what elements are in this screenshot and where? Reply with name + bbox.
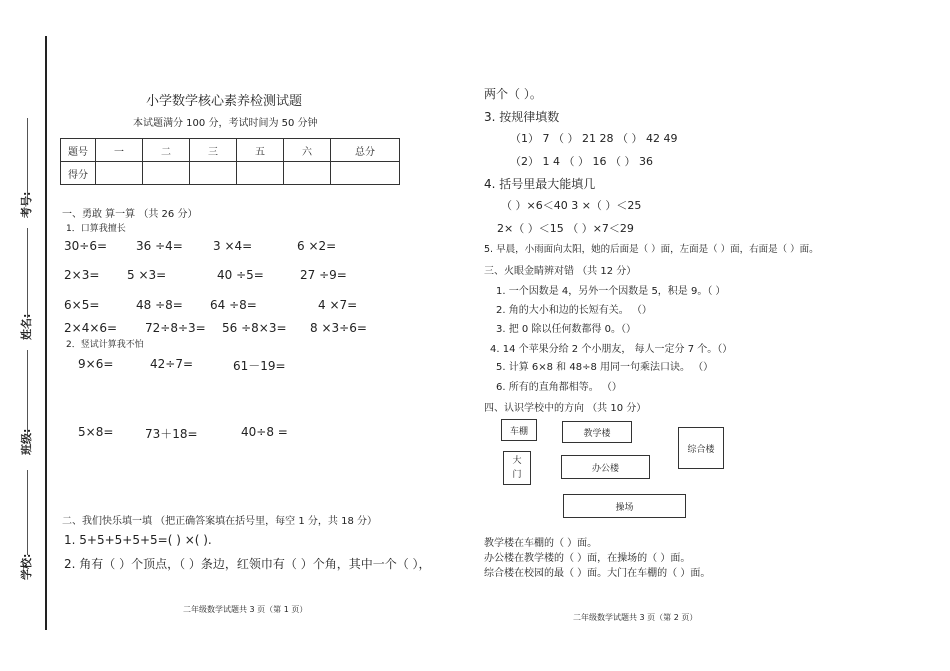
judge-6: 6. 所有的直角都相等。 （） (496, 382, 622, 393)
xingming-label: 姓名: (20, 313, 33, 340)
footer-page2: 二年级数学试题共 3 页（第 2 页） (573, 613, 698, 622)
score-row-label: 得分 (61, 162, 96, 185)
banji-line (27, 350, 28, 435)
exam-title: 小学数学核心素养检测试题 (146, 94, 303, 109)
continued-text: 两个（ ）。 (484, 87, 542, 101)
exam-subtitle: 本试题满分 100 分，考试时间为 50 分钟 (133, 118, 318, 129)
map-caochang: 操场 (563, 494, 686, 518)
oral-item: 64 ÷8= (210, 298, 257, 312)
map-bangong: 办公楼 (561, 455, 650, 479)
banji-label: 班级: (20, 428, 33, 455)
map-zonghe: 综合楼 (678, 427, 724, 469)
score-header-cell: 六 (284, 139, 331, 162)
calc-item: 42÷7= (150, 357, 194, 371)
score-header-cell: 一 (96, 139, 143, 162)
kaohao-line (27, 118, 28, 198)
score-cell (331, 162, 400, 185)
map-damen-char1: 大 (512, 456, 522, 466)
binding-line (45, 36, 47, 630)
question-4b: 2×（ ）＜15 （ ）×7＜29 (497, 222, 634, 235)
oral-item: 2×3= (64, 268, 100, 282)
judge-2: 2. 角的大小和边的长短有关。 （） (496, 305, 652, 316)
fill-q2: 2. 角有（ ）个顶点，（ ）条边，红领巾有（ ）个角，其中一个（ ）， (64, 557, 431, 571)
section3-heading: 三、火眼金睛辨对错 （共 12 分） (484, 266, 637, 277)
question-5: 5. 早晨，小雨面向太阳，她的后面是（ ）面，左面是（ ）面，右面是（ ）面。 (484, 244, 819, 255)
score-header-cell: 总分 (331, 139, 400, 162)
section1-sub1: 1．口算我擅长 (66, 224, 126, 234)
oral-item: 6 ×2= (297, 239, 337, 253)
judge-4: 4. 14 个苹果分给 2 个小朋友， 每人一定分 7 个。（） (490, 344, 733, 355)
oral-item: 6×5= (64, 298, 100, 312)
calc-item: 73＋18= (145, 427, 198, 441)
section1-heading: 一、勇敢 算一算 （共 26 分） (62, 209, 198, 220)
calc-item: 9×6= (78, 357, 114, 371)
direction-answer-3: 综合楼在校园的最（ ）面。大门在车棚的（ ）面。 (484, 568, 711, 579)
score-cell (190, 162, 237, 185)
calc-item: 61－19= (233, 359, 286, 373)
score-table (60, 138, 400, 185)
map-chepeng: 车棚 (501, 419, 537, 441)
section4-heading: 四、认识学校中的方向 （共 10 分） (484, 403, 647, 414)
oral-item: 3 ×4= (213, 239, 253, 253)
xuexiao-line (27, 470, 28, 555)
judge-3: 3. 把 0 除以任何数都得 0。（） (496, 324, 636, 335)
fill-q1: 1. 5+5+5+5+5=( ) ×( ). (64, 533, 212, 547)
score-header-cell: 五 (237, 139, 284, 162)
score-header-cell: 三 (190, 139, 237, 162)
xingming-line (27, 228, 28, 318)
calc-item: 5×8= (78, 425, 114, 439)
map-damen-char2: 门 (512, 470, 522, 480)
score-header-cell: 二 (143, 139, 190, 162)
map-jiaoxue: 教学楼 (562, 421, 632, 443)
oral-item: 5 ×3= (127, 268, 167, 282)
kaohao-label: 考号: (20, 191, 33, 218)
xuexiao-label: 学校: (20, 553, 33, 580)
oral-item: 2×4×6= (64, 321, 118, 335)
oral-item: 27 ÷9= (300, 268, 347, 282)
oral-item: 8 ×3÷6= (310, 321, 367, 335)
judge-5: 5. 计算 6×8 和 48÷8 用同一句乘法口诀。 （） (496, 362, 714, 373)
footer-page1: 二年级数学试题共 3 页（第 1 页） (183, 605, 308, 614)
question-4: 4. 括号里最大能填几 (484, 177, 596, 191)
oral-item: 30÷6= (64, 239, 108, 253)
score-cell (237, 162, 284, 185)
calc-item: 40÷8 = (241, 425, 288, 439)
question-3: 3. 按规律填数 (484, 110, 560, 124)
section1-sub2: 2．竖试计算我不怕 (66, 340, 144, 350)
section2-heading: 二、我们快乐填一填 （把正确答案填在括号里，每空 1 分，共 18 分） (62, 516, 377, 527)
oral-item: 40 ÷5= (217, 268, 264, 282)
oral-item: 72÷8÷3= (145, 321, 206, 335)
direction-answer-2: 办公楼在教学楼的（ ）面，在操场的（ ）面。 (484, 553, 691, 564)
judge-1: 1. 一个因数是 4，另外一个因数是 5，积是 9。（ ） (496, 286, 726, 297)
score-header-cell: 题号 (61, 139, 96, 162)
oral-item: 4 ×7= (318, 298, 358, 312)
question-3a: （1） 7 （ ） 21 28 （ ） 42 49 (510, 132, 678, 145)
score-cell (284, 162, 331, 185)
score-cell (143, 162, 190, 185)
oral-item: 56 ÷8×3= (222, 321, 287, 335)
question-4a: （ ）×6＜40 3 ×（ ）＜25 (501, 199, 642, 212)
map-damen (503, 451, 531, 485)
question-3b: （2） 1 4 （ ） 16 （ ） 36 (510, 155, 653, 168)
oral-item: 36 ÷4= (136, 239, 183, 253)
oral-item: 48 ÷8= (136, 298, 183, 312)
direction-answer-1: 教学楼在车棚的（ ）面。 (484, 538, 598, 549)
score-cell (96, 162, 143, 185)
